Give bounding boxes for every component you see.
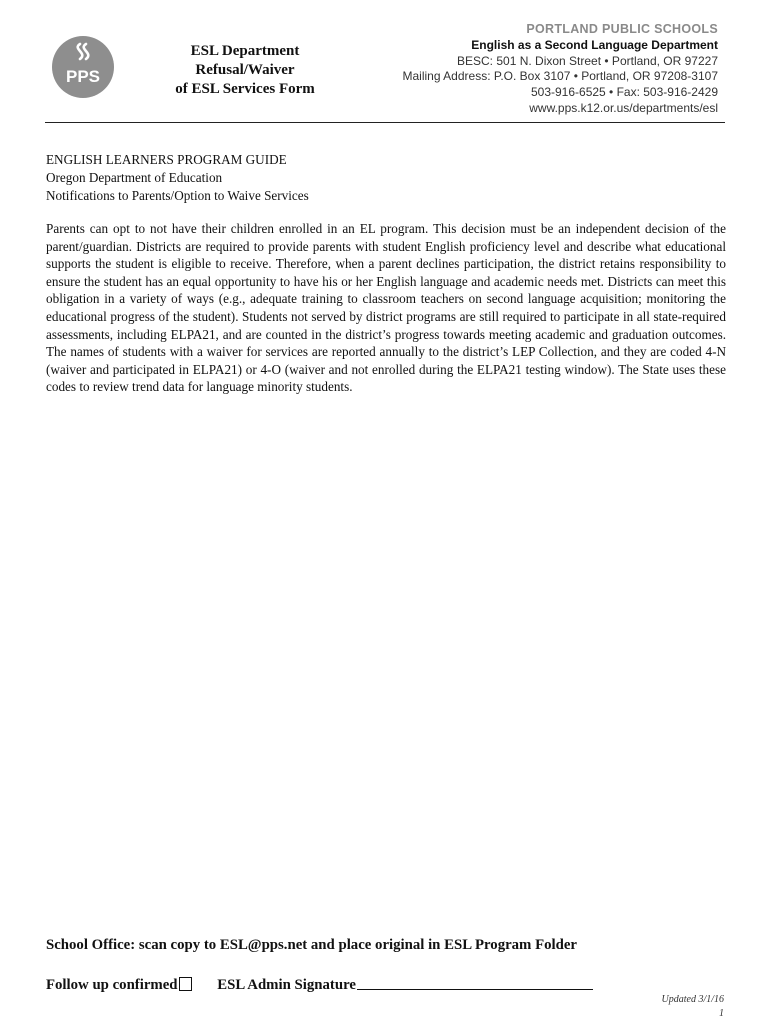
guide-heading — [46, 151, 726, 204]
phone-fax: 503-916-6525 • Fax: 503-916-2429 — [530, 85, 718, 100]
title-line-1: ESL Department — [190, 43, 300, 59]
form-title — [150, 42, 340, 99]
signature-label: ESL Admin Signature — [217, 977, 356, 993]
organization-name: PORTLAND PUBLIC SCHOOLS — [526, 22, 718, 36]
signature-line[interactable] — [357, 975, 593, 990]
title-line-2: Refusal/Waiver — [195, 62, 295, 78]
school-office-instruction: School Office: scan copy to ESL@pps.net and place original in ESL Program Folder — [46, 937, 577, 953]
department-name: English as a Second Language Department — [471, 37, 718, 52]
updated-date: Updated 3/1/16 — [661, 994, 724, 1005]
guide-source: Oregon Department of Education — [46, 169, 223, 185]
title-line-3: of ESL Services Form — [175, 81, 315, 97]
department-address-block — [338, 22, 718, 117]
follow-up-checkbox[interactable] — [179, 977, 192, 991]
guide-title: ENGLISH LEARNERS PROGRAM GUIDE — [46, 152, 287, 167]
page-number: 1 — [719, 1008, 724, 1019]
mailing-address: Mailing Address: P.O. Box 3107 • Portland, OR 97208-3107 — [402, 69, 718, 84]
follow-up-row — [46, 975, 646, 994]
header-divider — [45, 122, 725, 123]
footer-meta — [662, 993, 725, 1021]
besc-address: BESC: 501 N. Dixon Street • Portland, OR 97227 — [457, 53, 718, 68]
policy-paragraph: Parents can opt to not have their children enrolled in an EL program. This decision must be an independent decision of the parent/guardian. Districts are required to provide parents with student English proficiency level and describe what educational supports the student is eligible to receive. Therefore, when a parent declines participation, the district retains responsibility to ensure the student has an equal opportunity to have his or her English language and academic needs met. Districts can meet this obligation in a variety of ways (e.g., adequate training to classroom teachers on second language acquisition; monitoring the educational progress of the student). Students not served by district programs are still required to participate in all state-required assessments, including ELPA21, and are counted in the district’s progress towards meeting academic and graduation outcomes. The names of students with a waiver for services are reported annually to the district’s LEP Collection, and they are coded 4-N (waiver and participated in ELPA21) or 4-O (waiver and not enrolled during the ELPA21 testing window). The State uses these codes to review trend data for language minority students. — [46, 221, 726, 395]
svg-text:PPS: PPS — [65, 67, 101, 86]
follow-up-label: Follow up confirmed — [46, 977, 178, 993]
website: www.pps.k12.or.us/departments/esl — [529, 100, 718, 115]
pps-logo — [52, 36, 114, 98]
policy-text — [46, 220, 726, 396]
guide-subtitle: Notifications to Parents/Option to Waive Services — [46, 187, 309, 203]
